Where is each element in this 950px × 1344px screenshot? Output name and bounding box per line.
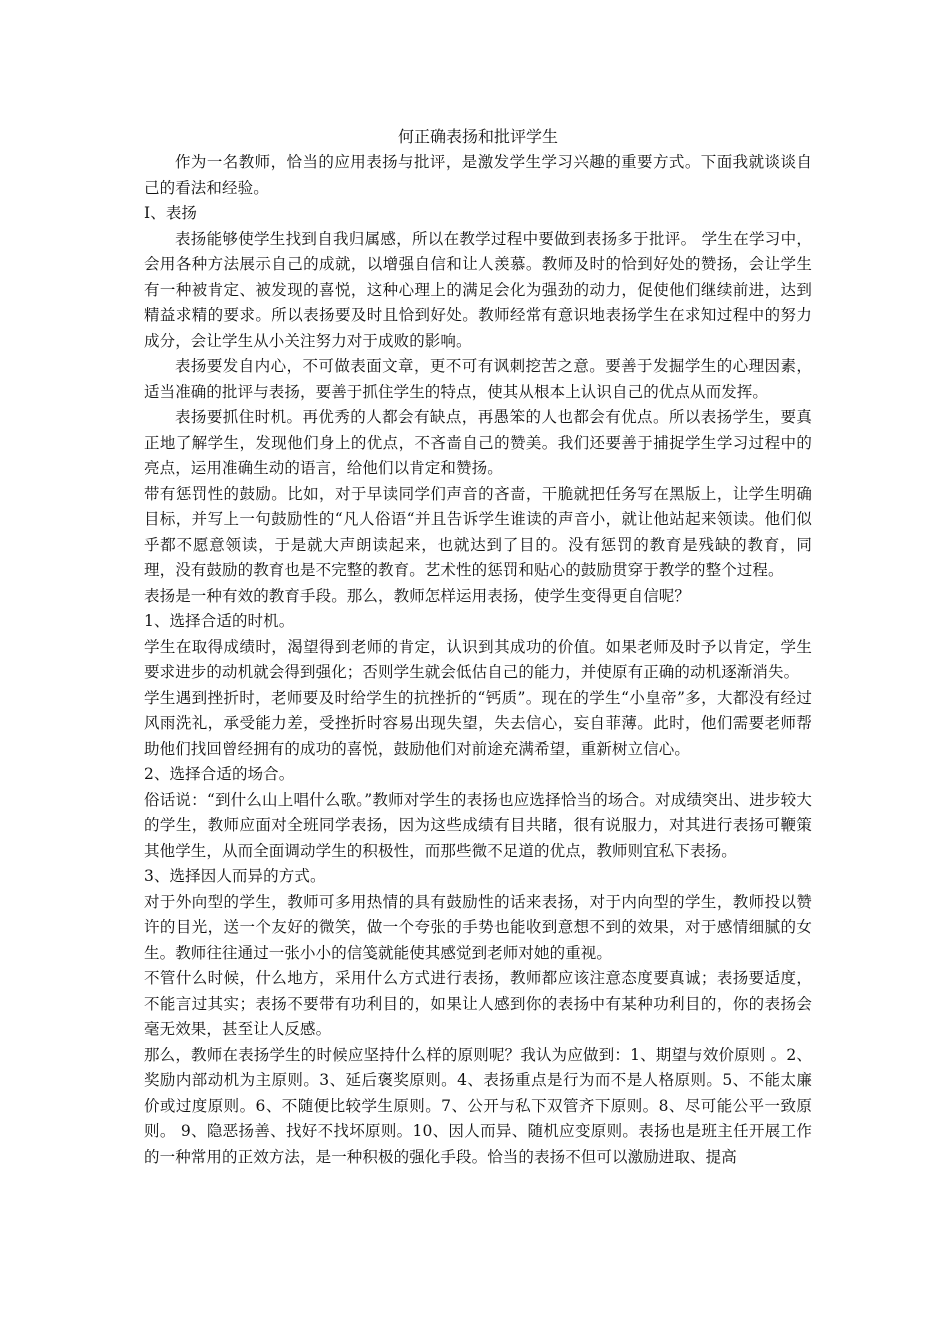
paragraph: Ⅰ、表扬	[144, 204, 198, 222]
paragraph: 作为一名教师，恰当的应用表扬与批评，是激发学生学习兴趣的重要方式。下面我就谈谈自己的看法和经验。	[144, 153, 812, 197]
paragraph: 3、选择因人而异的方式。	[144, 867, 326, 885]
paragraph: 表扬要抓住时机。再优秀的人都会有缺点，再愚笨的人也都会有优点。所以表扬学生，要真正地了解学生，发现他们身上的优点，不吝啬自己的赞美。我们还要善于捕捉学生学习过程中的亮点，运用准确生动的语言，给他们以肯定和赞扬。	[144, 408, 812, 477]
document-title: 何正确表扬和批评学生	[397, 127, 558, 146]
paragraph: 不管什么时候，什么地方，采用什么方式进行表扬，教师都应该注意态度要真诚；表扬要适度，不能言过其实；表扬不要带有功利目的，如果让人感到你的表扬中有某种功利目的，你的表扬会毫无效果，甚至让人反感。	[144, 969, 812, 1038]
paragraph: 表扬能够使学生找到自我归属感，所以在教学过程中要做到表扬多于批评。 学生在学习中，会用各种方法展示自己的成就，以增强自信和让人羡慕。教师及时的恰到好处的赞扬，会让学生有一种被肯定、被发现的喜悦，这种心理上的满足会化为强劲的动力，促使他们继续前进，达到精益求精的要求。所以表扬要及时且恰到好处。教师经常有意识地表扬学生在求知过程中的努力成分，会让学生从小关注努力对于成败的影响。	[144, 229, 812, 350]
paragraph: 表扬要发自内心，不可做表面文章，更不可有讽刺挖苦之意。要善于发掘学生的心理因素，适当准确的批评与表扬，要善于抓住学生的特点，使其从根本上认识自己的优点从而发挥。	[144, 357, 812, 401]
paragraph: 学生遇到挫折时，老师要及时给学生的抗挫折的“钙质”。现在的学生“小皇帝”多，大都没有经过风雨洗礼，承受能力差，受挫折时容易出现失望，失去信心，妄自菲薄。此时，他们需要老师帮助他们找回曾经拥有的成功的喜悦，鼓励他们对前途充满希望，重新树立信心。	[144, 688, 812, 758]
document-page	[144, 124, 812, 1170]
paragraph: 那么，教师在表扬学生的时候应坚持什么样的原则呢？我认为应做到：1、期望与效价原则 。2、奖励内部动机为主原则。3、延后褒奖原则。4、表扬重点是行为而不是人格原则。5、不能太廉价或过度原则。6、不随便比较学生原则。7、公开与私下双管齐下原则。8、尽可能公平一致原则。 9、隐恶扬善、找好不找坏原则。10、因人而异、随机应变原则。表扬也是班主任开展工作的一种常用的正效方法，是一种积极的强化手段。恰当的表扬不但可以激励进取、提高	[144, 1045, 812, 1166]
paragraph: 表扬是一种有效的教育手段。那么，教师怎样运用表扬，使学生变得更自信呢？	[144, 586, 691, 605]
paragraph: 带有惩罚性的鼓励。比如，对于早读同学们声音的吝啬，干脆就把任务写在黑版上，让学生明确目标，并写上一句鼓励性的“凡人俗语“并且告诉学生谁读的声音小，就让他站起来领读。他们似乎都不愿意领读，于是就大声朗读起来，也就达到了目的。没有惩罚的教育是残缺的教育，同理，没有鼓励的教育也是不完整的教育。艺术性的惩罚和贴心的鼓励贯穿于教学的整个过程。	[144, 484, 812, 579]
document-body	[144, 150, 812, 1170]
paragraph: 2、选择合适的场合。	[144, 765, 295, 783]
paragraph: 对于外向型的学生，教师可多用热情的具有鼓励性的话来表扬，对于内向型的学生，教师投以赞许的目光，送一个友好的微笑，做一个夸张的手势也能收到意想不到的效果，对于感情细腻的女生。教师往往通过一张小小的信笺就能使其感觉到老师对她的重视。	[144, 892, 812, 962]
paragraph: 1、选择合适的时机。	[144, 612, 295, 630]
paragraph: 俗话说：“到什么山上唱什么歌。”教师对学生的表扬也应选择恰当的场合。对成绩突出、进步较大的学生，教师应面对全班同学表扬，因为这些成绩有目共睹，很有说服力，对其进行表扬可鞭策其他学生，从而全面调动学生的积极性，而那些微不足道的优点，教师则宜私下表扬。	[144, 790, 812, 860]
paragraph: 学生在取得成绩时，渴望得到老师的肯定，认识到其成功的价值。如果老师及时予以肯定，学生要求进步的动机就会得到强化；否则学生就会低估自己的能力，并使原有正确的动机逐渐消失。	[144, 637, 812, 681]
